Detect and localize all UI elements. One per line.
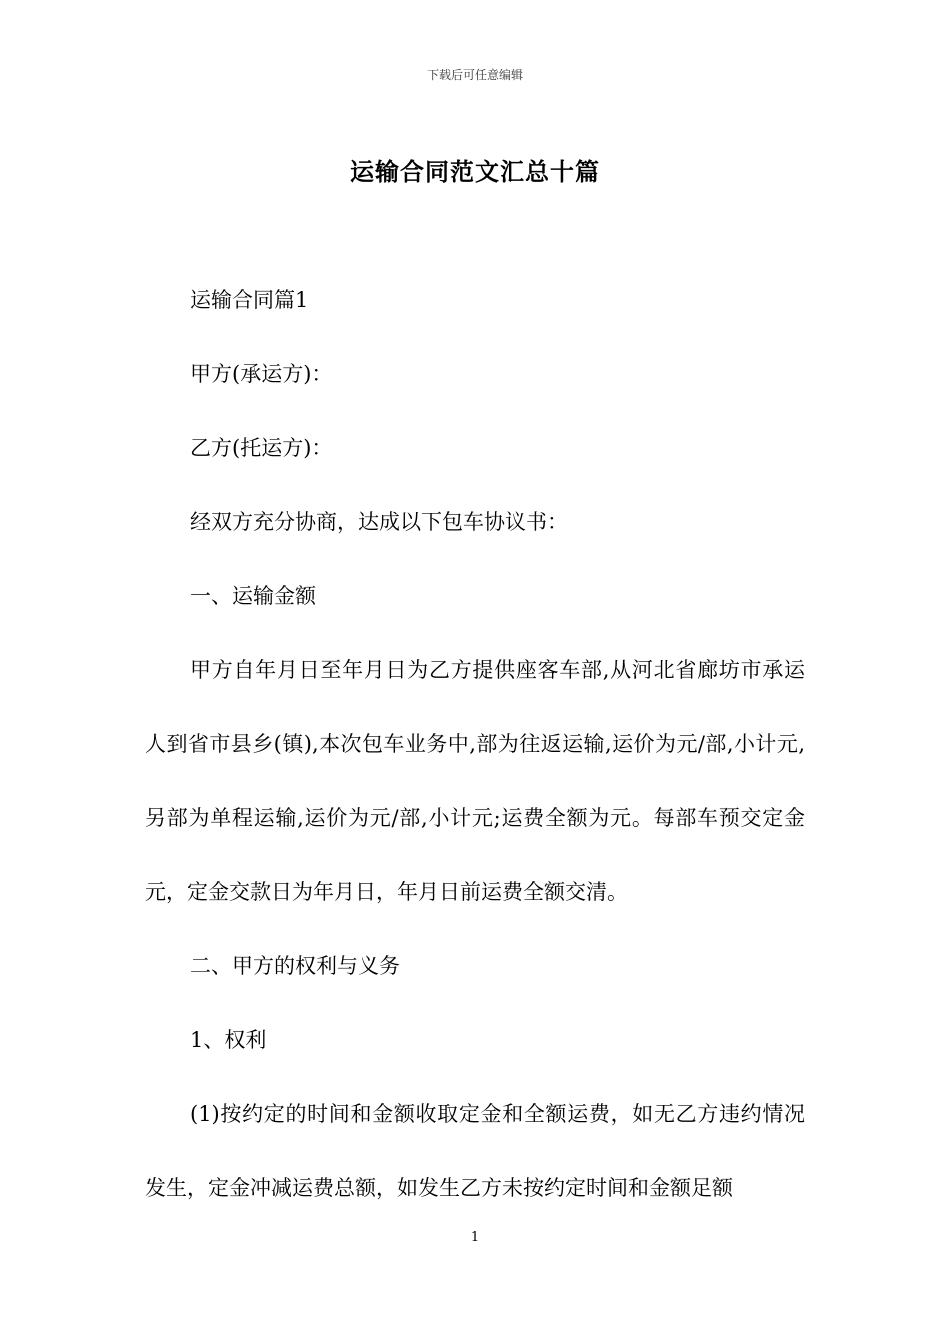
paragraph-section-heading: 运输合同篇1 <box>190 288 309 312</box>
paragraph-rights-item-1: (1)按约定的时间和金额收取定金和全额运费，如无乙方违约情况发生，定金冲减运费总额，如发生乙方未按约定时间和金额足额 <box>145 1102 805 1200</box>
page-number: 1 <box>470 1230 480 1245</box>
paragraph-heading-amount: 一、运输金额 <box>190 584 316 608</box>
paragraph-agreement-intro: 经双方充分协商，达成以下包车协议书： <box>190 510 568 534</box>
paragraph-party-a: 甲方(承运方)： <box>190 362 333 386</box>
document-title: 运输合同范文汇总十篇 <box>350 157 600 186</box>
paragraph-heading-rights: 二、甲方的权利与义务 <box>190 954 400 978</box>
document-body <box>145 280 805 1242</box>
paragraph-party-b: 乙方(托运方)： <box>190 436 333 460</box>
paragraph-amount-details: 甲方自年月日至年月日为乙方提供座客车部,从河北省廊坊市承运人到省市县乡(镇),本次包车业务中,部为往返运输,运价为元/部,小计元,另部为单程运输,运价为元/部,小计元;运费全额为元。每部车预交定金元，定金交款日为年月日，年月日前运费全额交清。 <box>145 658 805 904</box>
paragraph-subheading-rights: 1、权利 <box>190 1028 267 1052</box>
header-note: 下载后可任意编辑 <box>426 68 523 82</box>
